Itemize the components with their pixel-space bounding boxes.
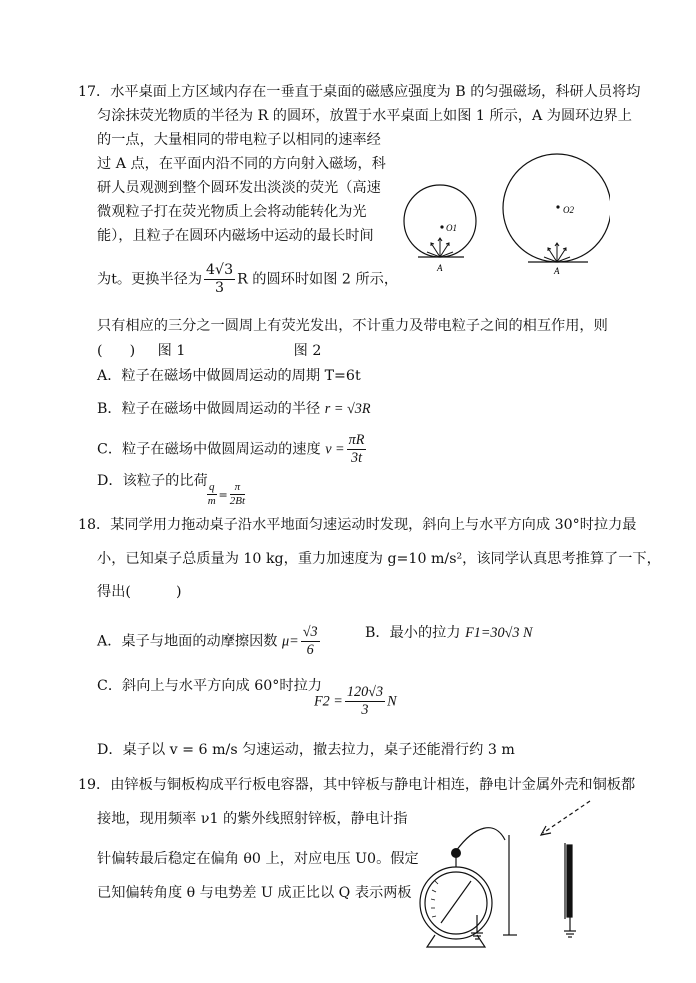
fraction-denominator: 3: [215, 280, 225, 296]
q17-line-7: 能），且粒子在圆环内磁场中运动的最长时间: [97, 228, 374, 244]
fig2-center-dot: [556, 205, 559, 208]
fig1-point-label: A: [437, 263, 443, 273]
fraction-denominator: 3: [361, 702, 369, 718]
option-equation-lhs: F2 =: [314, 693, 343, 710]
copper-plate: [567, 845, 572, 917]
ratio-fraction-left: [207, 481, 217, 508]
option-text: A．桌子与地面的动摩擦因数: [97, 633, 278, 650]
fraction-denominator: 3t: [350, 450, 363, 466]
connecting-wire: [456, 828, 505, 851]
option-fraction: [347, 432, 367, 467]
fig1-center-label: O1: [446, 223, 457, 233]
q19-line-3: 针偏转最后稳定在偏角 θ0 上，对应电压 U0。假定: [97, 851, 419, 867]
fraction-denominator: 2Bt: [229, 495, 245, 507]
option-fraction: [301, 624, 320, 659]
q18-line-3: 得出( ): [97, 584, 182, 600]
q19-line-1: 19．由锌板与铜板构成平行板电容器，其中锌板与静电计相连，静电计金属外壳和铜板都: [78, 777, 636, 793]
option-text: B．粒子在磁场中做圆周运动的半径: [97, 401, 321, 417]
q17-option-a: A．粒子在磁场中做圆周运动的周期 T=6t: [97, 368, 361, 384]
fraction-numerator: 120√3: [346, 684, 384, 700]
ratio-fraction-right: [230, 481, 245, 508]
fraction-numerator: π: [230, 481, 245, 495]
q17-radius-fraction: [204, 262, 235, 297]
option-equation: F1=30√3 N: [465, 625, 533, 641]
option-text: C．粒子在磁场中做圆周运动的速度: [97, 441, 321, 458]
fig2-center-label: O2: [563, 205, 574, 215]
q17-line-8-post: R 的圆环时如图 2 所示，: [237, 271, 399, 288]
q17-option-b: [97, 400, 371, 418]
fraction-numerator: 4√3: [206, 262, 234, 278]
q17-line-8-pre: 为t。更换半径为: [97, 271, 203, 288]
q17-line-4: 过 A 点，在平面内沿不同的方向射入磁场，科: [97, 156, 386, 172]
fig2-point-label: A: [554, 266, 560, 276]
option-fraction: [345, 684, 385, 719]
q17-line-5: 研人员观测到整个圆环发出淡淡的荧光（高速: [97, 180, 381, 196]
q18-line-1: 18．某同学用力拖动桌子沿水平地面匀速运动时发现，斜向上与水平方向成 30°时拉力最: [78, 517, 637, 533]
option-unit: N: [387, 693, 397, 710]
fraction-denominator: 6: [306, 642, 314, 658]
q18-option-c-formula: [314, 684, 397, 719]
electroscope-stand: [427, 935, 485, 947]
option-equation: r = √3R: [324, 401, 371, 417]
q17-option-d: D．该粒子的比荷: [97, 473, 208, 489]
q19-electroscope-figure: [405, 795, 610, 955]
electroscope-scale-ticks: [431, 881, 438, 917]
fig1-velocity-arrows: [427, 238, 453, 257]
q17-option-d-formula: $\frac{q}{m}$ = $\frac{\pi}{2Bt}$: [207, 481, 245, 507]
fig2-velocity-arrows: [544, 243, 570, 262]
fig1-center-dot: [440, 225, 443, 228]
fraction-numerator: q: [209, 481, 215, 493]
q17-line-3: 的一点，大量相同的带电粒子以相同的速率经: [97, 132, 381, 148]
fraction-numerator: √3: [302, 624, 318, 640]
q18-option-c: C．斜向上与水平方向成 60°时拉力: [97, 678, 322, 694]
q18-option-d: D．桌子以 v = 6 m/s 匀速运动，撤去拉力，桌子还能滑行约 3 m: [97, 742, 515, 758]
option-equation-lhs: μ=: [282, 633, 299, 650]
q17-line-1: 17．水平桌面上方区域内存在一垂直于桌面的磁感应强度为 B 的匀强磁场，科研人员将均: [78, 84, 641, 100]
q17-line-6: 微观粒子打在荧光物质上会将动能转化为光: [97, 204, 367, 220]
option-text: B．最小的拉力: [365, 625, 461, 641]
q18-line-2: 小，已知桌子总质量为 10 kg，重力加速度为 g=10 m/s²，该同学认真思考推算了一下，: [97, 551, 661, 567]
q17-line-10: ( ) 图 1 图 2: [97, 343, 322, 359]
uv-light-arrow: [543, 801, 590, 833]
option-equation-lhs: v =: [325, 441, 345, 458]
q19-line-2: 接地，现用频率 ν1 的紫外线照射锌板，静电计指: [97, 811, 408, 827]
electroscope-knob: [451, 848, 461, 858]
q19-line-4: 已知偏转角度 θ 与电势差 U 成正比以 Q 表示两板: [97, 885, 412, 901]
q17-figures: [400, 130, 610, 280]
q18-option-a: [97, 624, 322, 659]
q17-line-8: [97, 262, 398, 297]
q18-option-b: [365, 624, 533, 642]
q17-line-2: 匀涂抹荧光物质的半径为 R 的圆环，放置于水平桌面上如图 1 所示，A 为圆环边界上: [97, 108, 632, 124]
fraction-denominator: m: [207, 495, 216, 507]
q17-line-9: 只有相应的三分之一圆周上有荧光发出，不计重力及带电粒子之间的相互作用，则: [97, 318, 608, 334]
fraction-numerator: πR: [348, 432, 365, 448]
q17-option-c: [97, 432, 368, 467]
electroscope-needle: [441, 881, 471, 923]
